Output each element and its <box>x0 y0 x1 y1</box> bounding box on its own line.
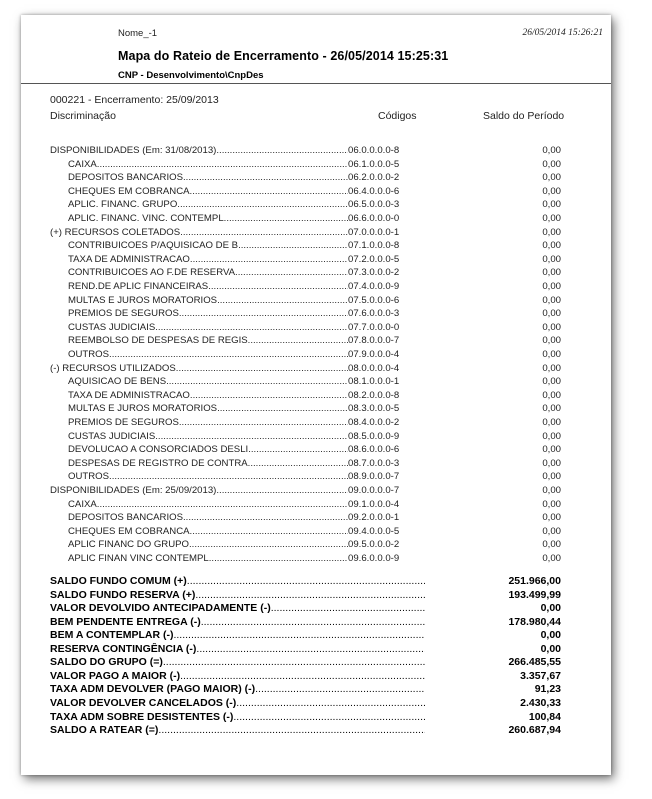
account-description <box>68 239 348 252</box>
account-code: 09.6.0.0.0-9 <box>348 553 400 564</box>
account-row <box>21 144 611 157</box>
summary-label <box>50 724 425 738</box>
summary-label <box>50 629 425 643</box>
account-description-text: MULTAS E JUROS MORATORIOS <box>68 403 218 415</box>
account-row <box>21 294 611 307</box>
report-subtitle: CNP - Desenvolvimento\CnpDes <box>118 70 264 81</box>
summary-label-text: RESERVA CONTINGÊNCIA (-) <box>50 642 197 655</box>
account-balance: 0,00 <box>542 253 561 265</box>
account-code: 06.6.0.0.0-0 <box>348 213 400 224</box>
account-code: 07.2.0.0.0-5 <box>348 253 400 265</box>
account-code: 08.2.0.0.0-8 <box>348 389 400 401</box>
account-row <box>21 198 611 211</box>
summary-label <box>50 616 425 630</box>
account-row <box>21 402 611 415</box>
account-description-text: APLIC FINANC DO GRUPO <box>68 539 190 551</box>
account-description-text: DISPONIBILIDADES (Em: 31/08/2013) <box>50 145 217 156</box>
account-row <box>21 362 611 375</box>
account-balance: 0,00 <box>542 294 561 306</box>
account-balance: 0,00 <box>542 199 561 211</box>
account-balance: 0,00 <box>542 172 561 184</box>
account-description-text: CAIXA <box>68 498 97 510</box>
summary-label <box>50 575 425 589</box>
account-code: 07.9.0.0.0-4 <box>348 349 400 360</box>
account-balance: 0,00 <box>542 349 561 360</box>
account-row <box>21 552 611 565</box>
account-code: 08.7.0.0.0-3 <box>348 457 400 469</box>
summary-label-text: BEM PENDENTE ENTREGA (-) <box>50 615 201 628</box>
account-balance: 0,00 <box>542 362 561 374</box>
account-code: 06.2.0.0.0-2 <box>348 172 400 184</box>
account-balance: 0,00 <box>542 471 561 483</box>
summary-row <box>21 643 611 657</box>
account-description <box>68 266 348 279</box>
summary-label-text: BEM A CONTEMPLAR (-) <box>50 629 174 642</box>
encerramento-label: 000221 - Encerramento: 25/09/2013 <box>50 94 219 106</box>
account-description-text: CHEQUES EM COBRANCA <box>68 525 190 537</box>
account-description-text: DEVOLUCAO A CONSORCIADOS DESLI <box>68 444 249 456</box>
account-code: 08.3.0.0.0-5 <box>348 403 400 415</box>
summary-value: 260.687,94 <box>508 724 561 737</box>
account-description-text: APLIC. FINANC. GRUPO <box>68 199 178 211</box>
summary-label <box>50 670 425 684</box>
account-row <box>21 389 611 402</box>
account-description <box>50 484 348 497</box>
account-description <box>68 511 348 524</box>
account-description <box>68 198 348 211</box>
summary-row <box>21 724 611 738</box>
summary-value: 3.357,67 <box>520 669 561 682</box>
account-balance: 0,00 <box>542 389 561 401</box>
account-code: 06.5.0.0.0-3 <box>348 199 400 211</box>
account-row <box>21 525 611 538</box>
account-description-text: CONTRIBUICOES P/AQUISICAO DE B <box>68 240 239 252</box>
account-row <box>21 226 611 239</box>
summary-label-text: SALDO FUNDO COMUM (+) <box>50 575 187 587</box>
account-description <box>68 253 348 266</box>
account-description <box>68 185 348 198</box>
account-row <box>21 280 611 293</box>
account-description <box>68 212 348 225</box>
report-page <box>21 15 611 775</box>
account-code: 09.0.0.0.0-7 <box>348 485 400 496</box>
account-description <box>68 334 348 347</box>
account-row <box>21 416 611 429</box>
account-balance: 0,00 <box>542 553 561 564</box>
account-row <box>21 430 611 443</box>
summary-value: 0,00 <box>540 642 561 655</box>
account-balance: 0,00 <box>542 158 561 170</box>
account-balance: 0,00 <box>542 485 561 496</box>
account-description-text: PREMIOS DE SEGUROS <box>68 417 179 428</box>
account-balance: 0,00 <box>542 403 561 415</box>
account-row <box>21 511 611 524</box>
account-description-text: TAXA DE ADMINISTRACAO <box>68 389 190 401</box>
account-code: 09.1.0.0.0-4 <box>348 498 400 510</box>
account-code: 09.4.0.0.0-5 <box>348 525 400 537</box>
account-row <box>21 470 611 483</box>
account-description-text: CONTRIBUICOES AO F.DE RESERVA <box>68 267 236 279</box>
account-description-text: DEPOSITOS BANCARIOS <box>68 172 183 184</box>
summary-label-text: VALOR PAGO A MAIOR (-) <box>50 669 181 682</box>
summary-value: 178.980,44 <box>508 615 561 628</box>
summary-label <box>50 602 425 616</box>
account-balance: 0,00 <box>542 321 561 333</box>
summary-row <box>21 670 611 684</box>
account-balance: 0,00 <box>542 145 561 156</box>
summary-row <box>21 711 611 725</box>
summary-row <box>21 602 611 616</box>
summary-row <box>21 683 611 697</box>
summary-label-text: SALDO A RATEAR (=) <box>50 724 159 737</box>
account-balance: 0,00 <box>542 213 561 224</box>
account-code: 08.5.0.0.0-9 <box>348 430 400 442</box>
account-description-text: APLIC FINAN VINC CONTEMPL <box>68 553 209 564</box>
account-description <box>68 171 348 184</box>
account-row <box>21 498 611 511</box>
account-description <box>68 158 348 171</box>
account-description <box>68 389 348 402</box>
account-balance: 0,00 <box>542 539 561 551</box>
account-description <box>68 498 348 511</box>
account-description <box>68 348 348 361</box>
account-code: 06.0.0.0.0-8 <box>348 145 400 156</box>
account-description-text: TAXA DE ADMINISTRACAO <box>68 253 190 265</box>
account-code: 09.2.0.0.0-1 <box>348 512 400 524</box>
account-description-text: OUTROS <box>68 471 110 483</box>
summary-label-text: SALDO DO GRUPO (=) <box>50 656 163 669</box>
summary-value: 266.485,55 <box>508 656 561 669</box>
account-row <box>21 375 611 388</box>
account-balance: 0,00 <box>542 498 561 510</box>
account-code: 08.6.0.0.0-6 <box>348 444 400 456</box>
account-code: 07.4.0.0.0-9 <box>348 281 400 292</box>
account-code: 08.0.0.0.0-4 <box>348 362 400 374</box>
account-balance: 0,00 <box>542 185 561 197</box>
account-row <box>21 212 611 225</box>
print-timestamp: 26/05/2014 15:26:21 <box>522 28 603 38</box>
account-code: 07.7.0.0.0-0 <box>348 321 400 333</box>
account-description <box>50 144 348 157</box>
summary-value: 193.499,99 <box>508 588 561 601</box>
account-balance: 0,00 <box>542 457 561 469</box>
account-description-text: DISPONIBILIDADES (Em: 25/09/2013) <box>50 485 217 496</box>
account-description-text: DESPESAS DE REGISTRO DE CONTRA <box>68 457 248 469</box>
account-code: 07.0.0.0.0-1 <box>348 226 400 238</box>
summary-value: 91,23 <box>534 683 561 696</box>
column-header-discriminacao: Discriminação <box>50 110 116 122</box>
account-description <box>68 552 348 565</box>
account-description <box>50 226 348 239</box>
summary-label-text: VALOR DEVOLVIDO ANTECIPADAMENTE (-) <box>50 602 271 615</box>
account-code: 07.5.0.0.0-6 <box>348 294 400 306</box>
account-description <box>68 443 348 456</box>
column-header-saldo: Saldo do Período <box>483 110 565 122</box>
summary-label-text: SALDO FUNDO RESERVA (+) <box>50 588 196 601</box>
account-row <box>21 348 611 361</box>
account-balance: 0,00 <box>542 335 561 347</box>
summary-row <box>21 656 611 670</box>
account-balance: 0,00 <box>542 281 561 292</box>
column-header-codigos: Códigos <box>378 110 417 122</box>
summary-row <box>21 575 611 589</box>
account-code: 08.1.0.0.0-1 <box>348 376 400 388</box>
account-description <box>68 416 348 429</box>
account-description-text: (+) RECURSOS COLETADOS <box>50 226 181 238</box>
account-row <box>21 443 611 456</box>
report-name: Nome_-1 <box>118 28 158 39</box>
account-description-text: OUTROS <box>68 349 110 360</box>
account-row <box>21 239 611 252</box>
account-description-text: CUSTAS JUDICIAIS <box>68 430 156 442</box>
account-description-text: CUSTAS JUDICIAIS <box>68 321 156 333</box>
account-description <box>68 402 348 415</box>
summary-label-text: VALOR DEVOLVER CANCELADOS (-) <box>50 696 237 709</box>
account-balance: 0,00 <box>542 240 561 252</box>
summary-label <box>50 656 425 670</box>
account-code: 06.4.0.0.0-6 <box>348 185 400 197</box>
account-description <box>68 280 348 293</box>
account-balance: 0,00 <box>542 525 561 537</box>
account-code: 07.1.0.0.0-8 <box>348 240 400 252</box>
summary-label-text: TAXA ADM DEVOLVER (PAGO MAIOR) (-) <box>50 683 256 696</box>
summary-label <box>50 643 425 657</box>
account-description-text: APLIC. FINANC. VINC. CONTEMPL <box>68 213 224 224</box>
account-row <box>21 158 611 171</box>
account-description-text: MULTAS E JUROS MORATORIOS <box>68 294 218 306</box>
account-code: 09.5.0.0.0-2 <box>348 539 400 551</box>
account-description-text: PREMIOS DE SEGUROS <box>68 308 179 320</box>
account-balance: 0,00 <box>542 512 561 524</box>
summary-row <box>21 616 611 630</box>
account-row <box>21 538 611 551</box>
account-row <box>21 171 611 184</box>
account-balance: 0,00 <box>542 444 561 456</box>
account-balance: 0,00 <box>542 430 561 442</box>
account-row <box>21 484 611 497</box>
summary-row <box>21 697 611 711</box>
account-description <box>68 307 348 320</box>
account-description <box>68 430 348 443</box>
account-description <box>68 470 348 483</box>
account-description-text: CAIXA <box>68 158 97 170</box>
summary-value: 251.966,00 <box>508 575 561 587</box>
summary-value: 0,00 <box>540 629 561 642</box>
account-code: 07.6.0.0.0-3 <box>348 308 400 320</box>
summary-row <box>21 589 611 603</box>
account-description-text: CHEQUES EM COBRANCA <box>68 185 190 197</box>
summary-label <box>50 711 425 725</box>
account-row <box>21 185 611 198</box>
account-description <box>68 375 348 388</box>
account-row <box>21 457 611 470</box>
account-row <box>21 334 611 347</box>
account-description <box>68 294 348 307</box>
account-code: 08.4.0.0.0-2 <box>348 417 400 428</box>
account-description <box>50 362 348 375</box>
account-code: 06.1.0.0.0-5 <box>348 158 400 170</box>
account-balance: 0,00 <box>542 417 561 428</box>
account-row <box>21 253 611 266</box>
account-code: 07.8.0.0.0-7 <box>348 335 400 347</box>
account-balance: 0,00 <box>542 226 561 238</box>
account-code: 07.3.0.0.0-2 <box>348 267 400 279</box>
account-description-text: AQUISICAO DE BENS <box>68 376 167 388</box>
account-description-text: REEMBOLSO DE DESPESAS DE REGIS <box>68 335 248 347</box>
account-description <box>68 525 348 538</box>
account-balance: 0,00 <box>542 308 561 320</box>
account-code: 08.9.0.0.0-7 <box>348 471 400 483</box>
account-description-text: (-) RECURSOS UTILIZADOS <box>50 362 176 374</box>
summary-row <box>21 629 611 643</box>
summary-value: 2.430,33 <box>520 696 561 709</box>
account-row <box>21 266 611 279</box>
summary-label <box>50 697 425 711</box>
report-title: Mapa do Rateio de Encerramento - 26/05/2014 15:25:31 <box>118 49 449 63</box>
account-row <box>21 307 611 320</box>
account-description-text: DEPOSITOS BANCARIOS <box>68 512 183 524</box>
header-divider <box>21 83 611 84</box>
account-description <box>68 457 348 470</box>
account-description-text: REND.DE APLIC FINANCEIRAS <box>68 281 209 292</box>
account-row <box>21 321 611 334</box>
account-balance: 0,00 <box>542 376 561 388</box>
summary-label-text: TAXA ADM SOBRE DESISTENTES (-) <box>50 710 234 723</box>
summary-label <box>50 683 425 697</box>
account-description <box>68 538 348 551</box>
account-balance: 0,00 <box>542 267 561 279</box>
summary-value: 100,84 <box>528 710 561 723</box>
summary-value: 0,00 <box>540 602 561 615</box>
summary-label <box>50 589 425 603</box>
account-description <box>68 321 348 334</box>
